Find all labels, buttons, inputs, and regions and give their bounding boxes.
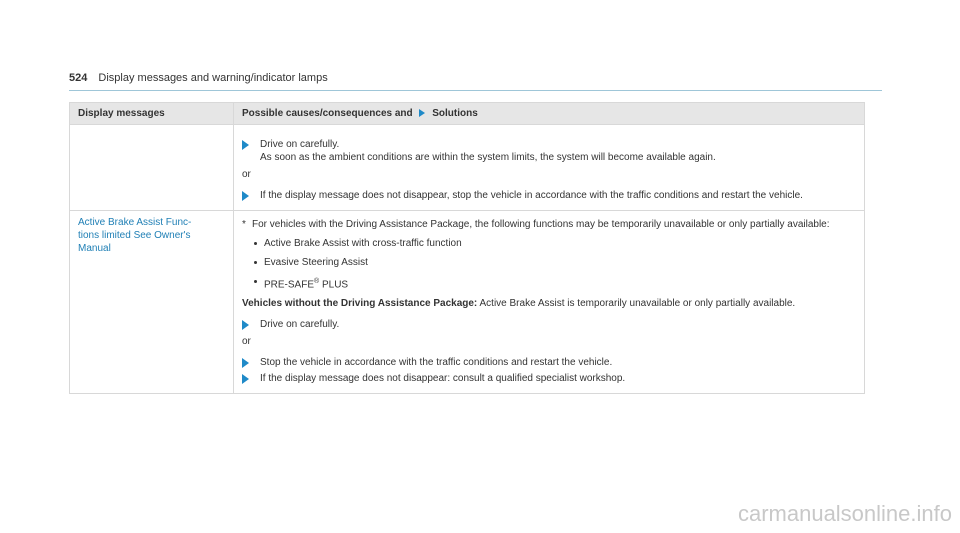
step-text: Drive on carefully. — [260, 139, 340, 150]
note-text: For vehicles with the Driving Assistance Package, the following functions may be temporarily unavailable or only partially available: — [252, 219, 830, 230]
arrow-icon — [419, 109, 425, 117]
table-row — [70, 125, 865, 211]
asterisk: * — [242, 219, 246, 230]
arrow-icon — [242, 140, 249, 150]
without-label: Vehicles without the Driving Assistance Package: — [242, 298, 478, 310]
message-cell — [70, 211, 234, 394]
step-text: If the display message does not disappear: consult a qualified specialist workshop. — [260, 373, 626, 385]
page-header — [69, 72, 882, 91]
step-detail: As soon as the ambient conditions are within the system limits, the system will become available again. — [260, 152, 716, 163]
list-item: Evasive Steering Assist — [242, 256, 856, 269]
step-text: If the display message does not disappear, stop the vehicle in accordance with the traffic conditions and restart the vehicle. — [260, 190, 803, 201]
display-messages-table — [69, 102, 865, 394]
message-line: Active Brake Assist Func- — [78, 217, 192, 228]
message-line: Manual — [78, 243, 111, 254]
list-item: Active Brake Assist with cross-traffic function — [242, 237, 856, 250]
step-text: Drive on carefully. — [260, 319, 340, 331]
solutions-label: Solutions — [432, 108, 478, 119]
function-list — [242, 237, 856, 291]
or-separator: or — [242, 336, 251, 348]
column-header-messages: Display messages — [70, 103, 234, 125]
message-line: tions limited See Owner's — [78, 230, 191, 241]
causes-label: Possible causes/consequences and — [242, 108, 413, 119]
table-header-row — [70, 103, 865, 125]
causes-cell — [234, 125, 865, 211]
list-item: PRE-SAFE® PLUS — [242, 275, 856, 291]
solution-step — [242, 138, 856, 164]
column-header-causes — [234, 103, 865, 125]
arrow-icon — [242, 374, 249, 384]
or-separator: or — [242, 169, 251, 180]
without-text: Active Brake Assist is temporarily unavailable or only partially available. — [477, 298, 796, 310]
without-package-note — [242, 297, 856, 310]
watermark: carmanualsonline.info — [737, 501, 952, 526]
arrow-icon — [242, 358, 249, 368]
solution-step — [242, 318, 856, 331]
message-cell — [70, 125, 234, 211]
arrow-icon — [242, 191, 249, 201]
package-note — [242, 218, 856, 231]
solution-step — [242, 372, 856, 385]
solution-step — [242, 356, 856, 369]
solution-step — [242, 189, 856, 202]
page-number: 524 — [69, 72, 88, 84]
causes-cell — [234, 211, 865, 394]
step-text: Stop the vehicle in accordance with the traffic conditions and restart the vehicle. — [260, 357, 613, 369]
arrow-icon — [242, 320, 249, 330]
page-title: Display messages and warning/indicator lamps — [98, 72, 328, 84]
table-row — [70, 211, 865, 394]
